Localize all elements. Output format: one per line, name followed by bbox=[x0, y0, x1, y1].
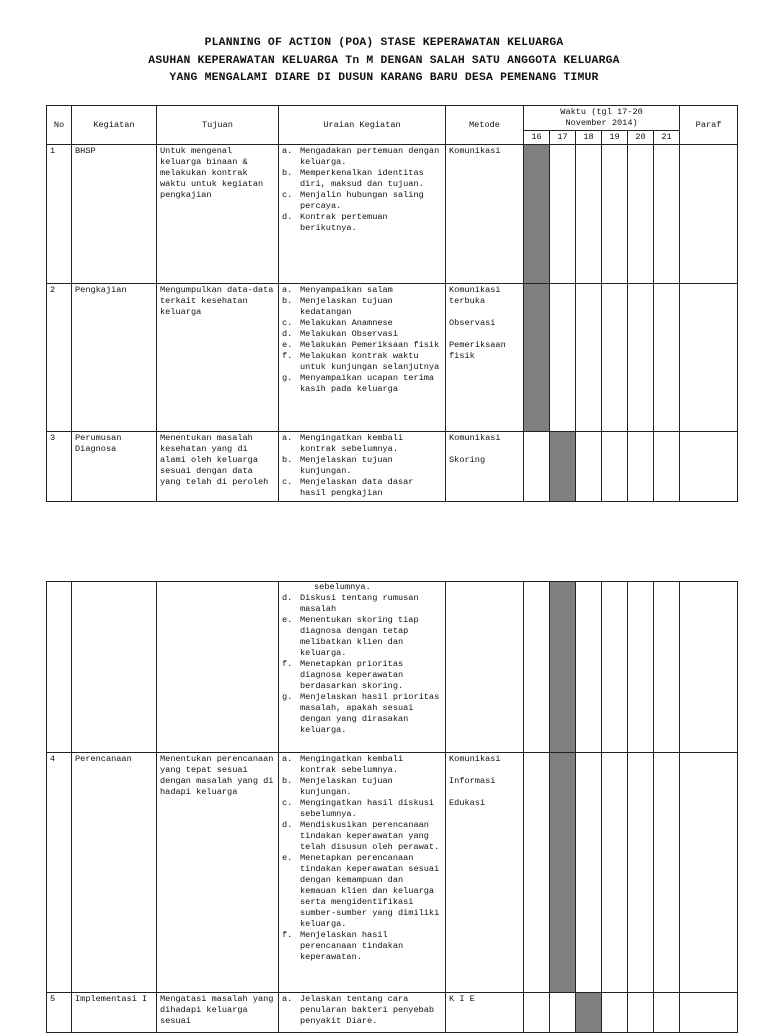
schedule-cell bbox=[654, 432, 680, 502]
row-no: 4 bbox=[47, 753, 72, 993]
metode-item: Informasi bbox=[449, 776, 496, 786]
step-item: a. Mengingatkan kembali kontrak sebelumnya. bbox=[282, 754, 404, 775]
header-waktu-line-2: November 2014) bbox=[565, 118, 638, 128]
schedule-cell-filled bbox=[524, 284, 550, 432]
schedule-cell bbox=[524, 582, 550, 753]
row-kegiatan: BHSP bbox=[72, 145, 157, 284]
paraf-cell bbox=[680, 284, 738, 432]
schedule-cell bbox=[654, 582, 680, 753]
row-uraian bbox=[279, 582, 446, 753]
row-metode bbox=[446, 145, 524, 284]
schedule-cell bbox=[628, 145, 654, 284]
schedule-cell bbox=[628, 284, 654, 432]
step-item: f. Menetapkan prioritas diagnosa keperawatan berdasarkan skoring. bbox=[282, 659, 404, 691]
schedule-cell-filled bbox=[550, 582, 576, 753]
document-title-line-3: YANG MENGALAMI DIARE DI DUSUN KARANG BARU DESA PEMENANG TIMUR bbox=[169, 72, 599, 84]
row-uraian bbox=[279, 753, 446, 993]
step-item: sebelumnya. bbox=[314, 582, 371, 592]
step-item: c. Melakukan Anamnese bbox=[282, 318, 393, 328]
header-day-18: 18 bbox=[576, 131, 602, 145]
schedule-cell bbox=[602, 145, 628, 284]
schedule-cell bbox=[628, 582, 654, 753]
schedule-cell bbox=[576, 284, 602, 432]
header-day-17: 17 bbox=[550, 131, 576, 145]
header-kegiatan: Kegiatan bbox=[72, 106, 157, 145]
step-item: d. Mendiskusikan perencanaan tindakan keperawatan yang telah disusun oleh perawat. bbox=[282, 820, 440, 852]
row-metode bbox=[446, 284, 524, 432]
row-kegiatan: Perencanaan bbox=[72, 753, 157, 993]
table-row bbox=[47, 284, 738, 432]
poa-table-page-2 bbox=[46, 581, 738, 1033]
header-day-20: 20 bbox=[628, 131, 654, 145]
schedule-cell bbox=[654, 753, 680, 993]
header-waktu-line-1: Waktu (tgl 17-20 bbox=[560, 107, 643, 117]
step-item: a. Mengadakan pertemuan dengan keluarga. bbox=[282, 146, 440, 167]
row-kegiatan bbox=[72, 582, 157, 753]
row-tujuan bbox=[157, 582, 279, 753]
schedule-cell bbox=[550, 284, 576, 432]
step-item: c. Mengingatkan hasil diskusi sebelumnya. bbox=[282, 798, 435, 819]
metode-item: Komunikasi bbox=[449, 146, 501, 156]
metode-item: Skoring bbox=[449, 455, 486, 465]
step-item: a. Menyampaikan salam bbox=[282, 285, 393, 295]
metode-item: K I E bbox=[449, 994, 475, 1004]
step-item: f. Melakukan kontrak waktu untuk kunjungan selanjutnya bbox=[282, 351, 440, 372]
step-item: e. Menetapkan perencanaan tindakan keperawatan sesuai dengan kemampuan dan kemauan klien dan keluarga serta mengidentifikasi sumber-sumber yang dimiliki keluarga. bbox=[282, 853, 440, 929]
header-paraf: Paraf bbox=[680, 106, 738, 145]
header-uraian: Uraian Kegiatan bbox=[279, 106, 446, 145]
paraf-cell bbox=[680, 582, 738, 753]
schedule-cell bbox=[524, 432, 550, 502]
schedule-cell bbox=[576, 145, 602, 284]
row-tujuan: Mengatasi masalah yang dihadapi keluarga sesuai bbox=[157, 993, 279, 1033]
schedule-cell bbox=[628, 432, 654, 502]
step-item: g. Menyampaikan ucapan terima kasih pada keluarga bbox=[282, 373, 435, 394]
row-no: 2 bbox=[47, 284, 72, 432]
row-no bbox=[47, 582, 72, 753]
row-kegiatan: Pengkajian bbox=[72, 284, 157, 432]
header-day-21: 21 bbox=[654, 131, 680, 145]
paraf-cell bbox=[680, 993, 738, 1033]
header-no: No bbox=[47, 106, 72, 145]
schedule-cell bbox=[550, 993, 576, 1033]
paraf-cell bbox=[680, 753, 738, 993]
step-item: b. Menjelaskan tujuan kunjungan. bbox=[282, 776, 393, 797]
step-item: e. Menentukan skoring tiap diagnosa dengan tetap melibatkan klien dan keluarga. bbox=[282, 615, 419, 658]
schedule-cell bbox=[654, 145, 680, 284]
metode-item: Komunikasi bbox=[449, 433, 501, 443]
row-no: 5 bbox=[47, 993, 72, 1033]
step-item: f. Menjelaskan hasil perencanaan tindakan keperawatan. bbox=[282, 930, 404, 962]
row-no: 3 bbox=[47, 432, 72, 502]
paraf-cell bbox=[680, 145, 738, 284]
step-item: b. Menjelaskan tujuan kunjungan. bbox=[282, 455, 393, 476]
row-kegiatan: Perumusan Diagnosa bbox=[72, 432, 157, 502]
document-title-line-2: ASUHAN KEPERAWATAN KELUARGA Tn M DENGAN SALAH SATU ANGGOTA KELUARGA bbox=[148, 55, 620, 67]
step-item: b. Menjelaskan tujuan kedatangan bbox=[282, 296, 393, 317]
schedule-cell bbox=[602, 284, 628, 432]
schedule-cell bbox=[576, 432, 602, 502]
step-item: d. Diskusi tentang rumusan masalah bbox=[282, 593, 419, 614]
step-item: d. Kontrak pertemuan berikutnya. bbox=[282, 212, 388, 233]
row-uraian bbox=[279, 993, 446, 1033]
schedule-cell bbox=[602, 993, 628, 1033]
table-row bbox=[47, 993, 738, 1033]
row-metode bbox=[446, 753, 524, 993]
schedule-cell bbox=[654, 993, 680, 1033]
header-metode: Metode bbox=[446, 106, 524, 145]
table-row bbox=[47, 582, 738, 753]
metode-item: Edukasi bbox=[449, 798, 486, 808]
document-title-line-1: PLANNING OF ACTION (POA) STASE KEPERAWATAN KELUARGA bbox=[204, 37, 564, 49]
schedule-cell-filled bbox=[550, 432, 576, 502]
step-item: b. Memperkenalkan identitas diri, maksud dan tujuan. bbox=[282, 168, 424, 189]
row-metode bbox=[446, 993, 524, 1033]
schedule-cell bbox=[628, 993, 654, 1033]
schedule-cell bbox=[576, 753, 602, 993]
schedule-cell bbox=[524, 993, 550, 1033]
header-tujuan: Tujuan bbox=[157, 106, 279, 145]
step-item: c. Menjalin hubungan saling percaya. bbox=[282, 190, 424, 211]
step-item: d. Melakukan Observasi bbox=[282, 329, 398, 339]
row-uraian bbox=[279, 432, 446, 502]
header-day-19: 19 bbox=[602, 131, 628, 145]
row-metode bbox=[446, 582, 524, 753]
table-row bbox=[47, 753, 738, 993]
schedule-cell-filled bbox=[576, 993, 602, 1033]
step-item: e. Melakukan Pemeriksaan fisik bbox=[282, 340, 440, 350]
row-uraian bbox=[279, 284, 446, 432]
row-metode bbox=[446, 432, 524, 502]
schedule-cell-filled bbox=[524, 145, 550, 284]
schedule-cell bbox=[550, 145, 576, 284]
schedule-cell bbox=[628, 753, 654, 993]
row-tujuan: Menentukan masalah kesehatan yang di alami oleh keluarga sesuai dengan data yang telah di peroleh bbox=[157, 432, 279, 502]
metode-item: Observasi bbox=[449, 318, 496, 328]
step-item: a. Jelaskan tentang cara penularan bakteri penyebab penyakit Diare. bbox=[282, 994, 435, 1026]
row-tujuan: Untuk mengenal keluarga binaan & melakukan kontrak waktu untuk kegiatan pengkajian bbox=[157, 145, 279, 284]
schedule-cell bbox=[602, 432, 628, 502]
schedule-cell bbox=[576, 582, 602, 753]
row-tujuan: Menentukan perencanaan yang tepat sesuai dengan masalah yang di hadapi keluarga bbox=[157, 753, 279, 993]
step-item: a. Mengingatkan kembali kontrak sebelumnya. bbox=[282, 433, 404, 454]
header-waktu bbox=[524, 106, 680, 131]
schedule-cell bbox=[602, 582, 628, 753]
poa-table-page-1 bbox=[46, 105, 738, 502]
row-no: 1 bbox=[47, 145, 72, 284]
schedule-cell bbox=[602, 753, 628, 993]
table-row bbox=[47, 145, 738, 284]
schedule-cell bbox=[654, 284, 680, 432]
table-row bbox=[47, 432, 738, 502]
row-tujuan: Mengumpulkan data-data terkait kesehatan keluarga bbox=[157, 284, 279, 432]
metode-item: Komunikasi bbox=[449, 754, 501, 764]
schedule-cell bbox=[524, 753, 550, 993]
metode-item: Pemeriksaan fisik bbox=[449, 340, 506, 361]
step-item: c. Menjelaskan data dasar hasil pengkajian bbox=[282, 477, 414, 498]
row-kegiatan: Implementasi I bbox=[72, 993, 157, 1033]
paraf-cell bbox=[680, 432, 738, 502]
metode-item: Komunikasi terbuka bbox=[449, 285, 501, 306]
schedule-cell-filled bbox=[550, 753, 576, 993]
header-day-16: 16 bbox=[524, 131, 550, 145]
row-uraian bbox=[279, 145, 446, 284]
step-item: g. Menjelaskan hasil prioritas masalah, apakah sesuai dengan yang dirasakan keluarga. bbox=[282, 692, 440, 735]
